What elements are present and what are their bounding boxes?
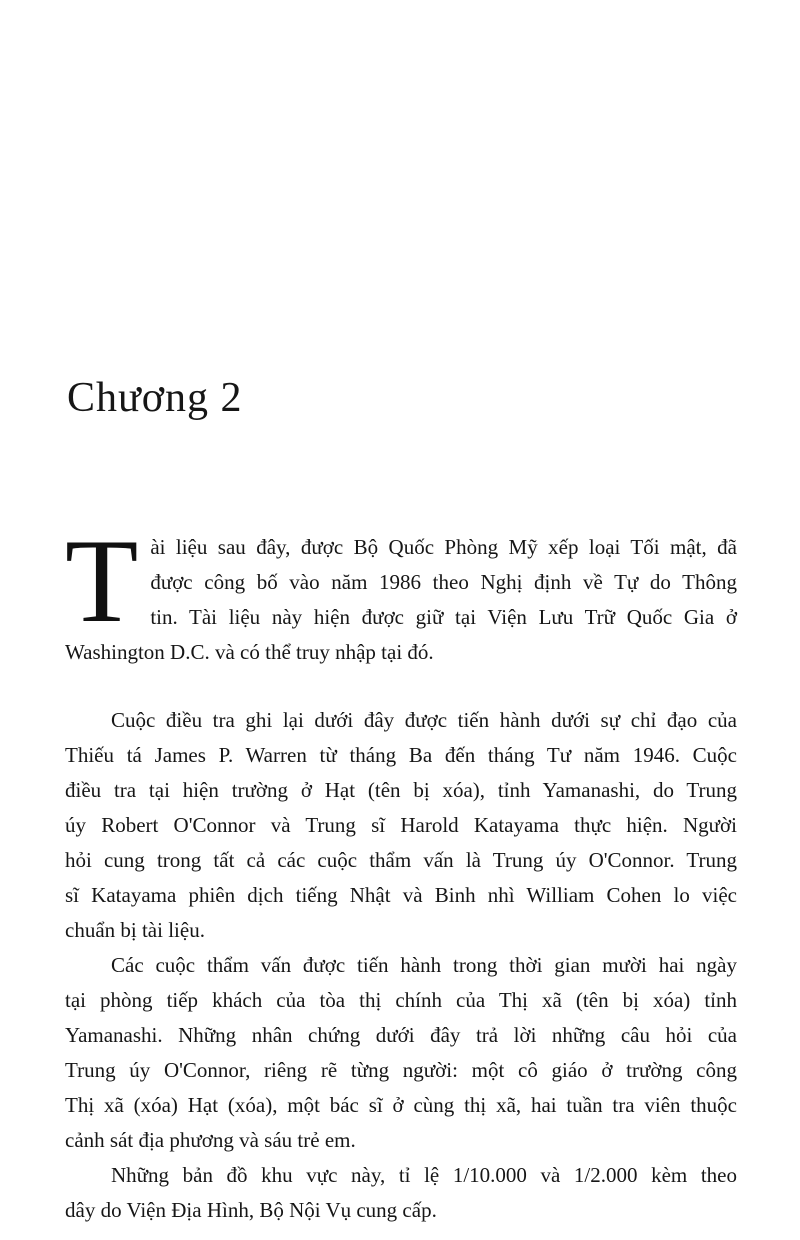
text-line: Các cuộc thẩm vấn được tiến hành trong thời gian mười hai ngày [111,953,737,977]
text-line: ài liệu sau đây, được Bộ Quốc Phòng Mỹ xếp loại Tối mật, đã [150,535,737,559]
text-line: cảnh sát địa phương và sáu trẻ em. [65,1128,356,1152]
paragraph [65,514,737,670]
text-line: tại phòng tiếp khách của tòa thị chính của Thị xã (tên bị xóa) tỉnh [65,988,737,1012]
body-text [65,514,737,1228]
paragraph [65,948,737,1158]
paragraph [65,703,737,948]
text-line: Trung úy O'Connor, riêng rẽ từng người: một cô giáo ở trường công [65,1058,737,1082]
text-line: Cuộc điều tra ghi lại dưới đây được tiến hành dưới sự chỉ đạo của [111,708,737,732]
text-line: hỏi cung trong tất cả các cuộc thẩm vấn là Trung úy O'Connor. Trung [65,848,737,872]
text-line: tin. Tài liệu này hiện được giữ tại Viện Lưu Trữ Quốc Gia ở [150,605,737,629]
text-line: Thiếu tá James P. Warren từ tháng Ba đến tháng Tư năm 1946. Cuộc [65,743,737,767]
text-line: sĩ Katayama phiên dịch tiếng Nhật và Binh nhì William Cohen lo việc [65,883,737,907]
text-line: Washington D.C. và có thể truy nhập tại đó. [65,640,434,664]
text-line: Những bản đồ khu vực này, tỉ lệ 1/10.000 và 1/2.000 kèm theo [111,1163,737,1187]
text-line: Yamanashi. Những nhân chứng dưới đây trả lời những câu hỏi của [65,1023,737,1047]
text-line: điều tra tại hiện trường ở Hạt (tên bị xóa), tỉnh Yamanashi, do Trung [65,778,737,802]
paragraph [65,1158,737,1228]
text-line: Thị xã (xóa) Hạt (xóa), một bác sĩ ở cùng thị xã, hai tuần tra viên thuộc [65,1093,737,1117]
text-line: chuẩn bị tài liệu. [65,918,205,942]
text-line: được công bố vào năm 1986 theo Nghị định về Tự do Thông [150,570,737,594]
drop-cap: T [65,514,139,647]
text-line: dây do Viện Địa Hình, Bộ Nội Vụ cung cấp. [65,1198,437,1222]
text-line: úy Robert O'Connor và Trung sĩ Harold Katayama thực hiện. Người [65,813,737,837]
chapter-heading: Chương 2 [67,375,243,422]
